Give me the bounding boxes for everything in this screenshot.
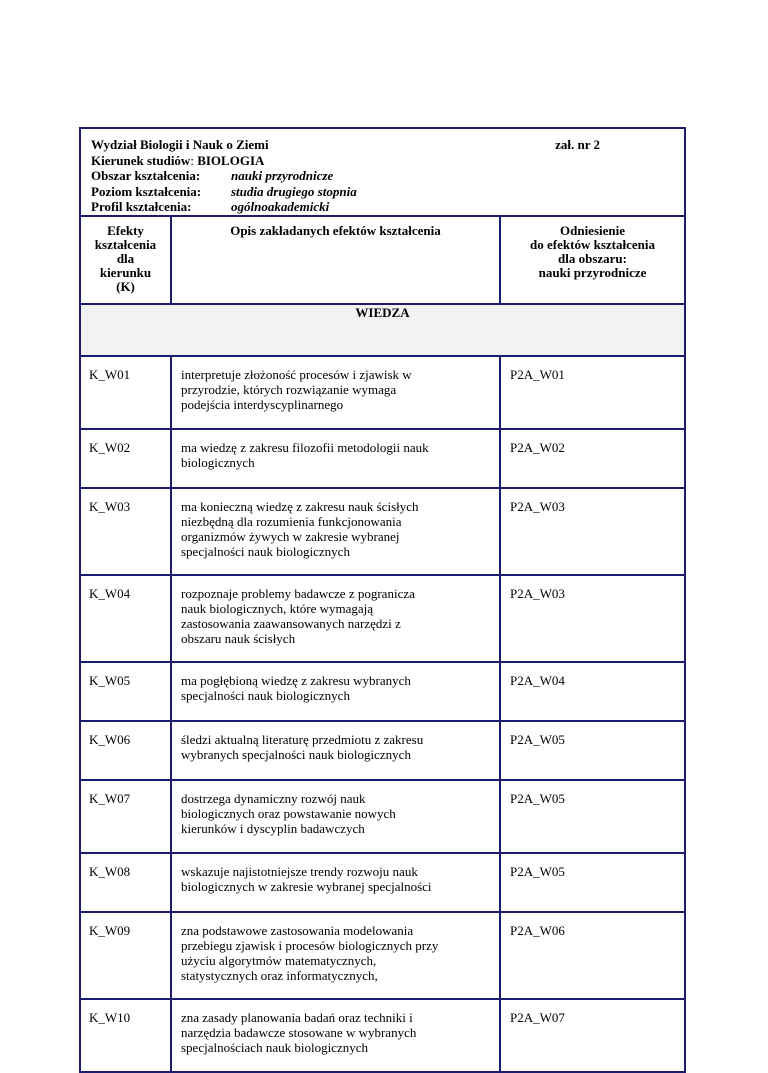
outcome-description: wskazuje najistotniejsze trendy rozwoju nauk biologicznych w zakresie wybranej specjalności xyxy=(171,853,500,912)
outcome-description: ma pogłębioną wiedzę z zakresu wybranych specjalności nauk biologicznych xyxy=(171,662,500,721)
table-row xyxy=(80,780,685,853)
outcome-description: rozpoznaje problemy badawcze z pogranicza nauk biologicznych, które wymagają zastosowania zaawansowanych narzędzi z obszaru nauk ścisłych xyxy=(171,575,500,662)
outcome-reference: P2A_W06 xyxy=(500,912,685,999)
outcome-code: K_W06 xyxy=(80,721,171,780)
outcome-description: zna zasady planowania badań oraz techniki i narzędzia badawcze stosowane w wybranych specjalnościach nauk biologicznych xyxy=(171,999,500,1072)
column-header-row xyxy=(80,216,685,304)
table-row xyxy=(80,662,685,721)
field-of-study: Kierunek studiów: BIOLOGIA xyxy=(91,152,265,168)
table-row xyxy=(80,721,685,780)
outcome-description: interpretuje złożoność procesów i zjawisk w przyrodzie, których rozwiązanie wymaga podejścia interdyscyplinarnego xyxy=(171,356,500,429)
outcome-code: K_W02 xyxy=(80,429,171,488)
outcome-reference: P2A_W03 xyxy=(500,488,685,575)
section-title: WIEDZA xyxy=(80,304,685,356)
faculty-name: Wydział Biologii i Nauk o Ziemi xyxy=(91,137,269,152)
outcome-code: K_W09 xyxy=(80,912,171,999)
outcome-reference: P2A_W04 xyxy=(500,662,685,721)
learning-outcomes-table xyxy=(79,127,686,1073)
document-header-row xyxy=(80,128,685,216)
outcome-code: K_W05 xyxy=(80,662,171,721)
column-header-reference: Odniesienie do efektów kształcenia dla obszaru: nauki przyrodnicze xyxy=(500,216,685,304)
table-row xyxy=(80,488,685,575)
outcome-description: ma wiedzę z zakresu filozofii metodologii nauk biologicznych xyxy=(171,429,500,488)
table-row xyxy=(80,912,685,999)
outcome-code: K_W03 xyxy=(80,488,171,575)
table-row xyxy=(80,356,685,429)
outcome-reference: P2A_W01 xyxy=(500,356,685,429)
column-header-description: Opis zakładanych efektów kształcenia xyxy=(171,216,500,304)
study-profile: Profil kształcenia: ogólnoakademicki xyxy=(91,199,330,214)
outcome-description: dostrzega dynamiczny rozwój nauk biologicznych oraz powstawanie nowych kierunków i dyscyplin badawczych xyxy=(171,780,500,853)
table-row xyxy=(80,429,685,488)
table-row xyxy=(80,853,685,912)
outcome-description: zna podstawowe zastosowania modelowania przebiegu zjawisk i procesów biologicznych przy użyciu algorytmów matematycznych, statystycznych oraz informatycznych, xyxy=(171,912,500,999)
study-level: Poziom kształcenia: studia drugiego stopnia xyxy=(91,183,357,199)
outcome-description: śledzi aktualną literaturę przedmiotu z zakresu wybranych specjalności nauk biologicznych xyxy=(171,721,500,780)
outcome-code: K_W07 xyxy=(80,780,171,853)
outcome-description: ma konieczną wiedzę z zakresu nauk ścisłych niezbędną dla rozumienia funkcjonowania organizmów żywych w zakresie wybranej specjalności nauk biologicznych xyxy=(171,488,500,575)
outcome-reference: P2A_W07 xyxy=(500,999,685,1072)
outcome-code: K_W08 xyxy=(80,853,171,912)
outcome-reference: P2A_W05 xyxy=(500,853,685,912)
table-row xyxy=(80,999,685,1072)
outcome-reference: P2A_W02 xyxy=(500,429,685,488)
document-header xyxy=(80,128,685,216)
outcome-reference: P2A_W03 xyxy=(500,575,685,662)
study-area: Obszar kształcenia: nauki przyrodnicze xyxy=(91,168,334,183)
column-header-effects: Efekty kształcenia dla kierunku (K) xyxy=(80,216,171,304)
outcome-reference: P2A_W05 xyxy=(500,780,685,853)
header-info xyxy=(91,137,357,215)
outcome-code: K_W10 xyxy=(80,999,171,1072)
table-row xyxy=(80,575,685,662)
section-row xyxy=(80,304,685,356)
outcome-reference: P2A_W05 xyxy=(500,721,685,780)
attachment-number: zał. nr 2 xyxy=(555,137,601,152)
outcome-code: K_W04 xyxy=(80,575,171,662)
outcome-code: K_W01 xyxy=(80,356,171,429)
